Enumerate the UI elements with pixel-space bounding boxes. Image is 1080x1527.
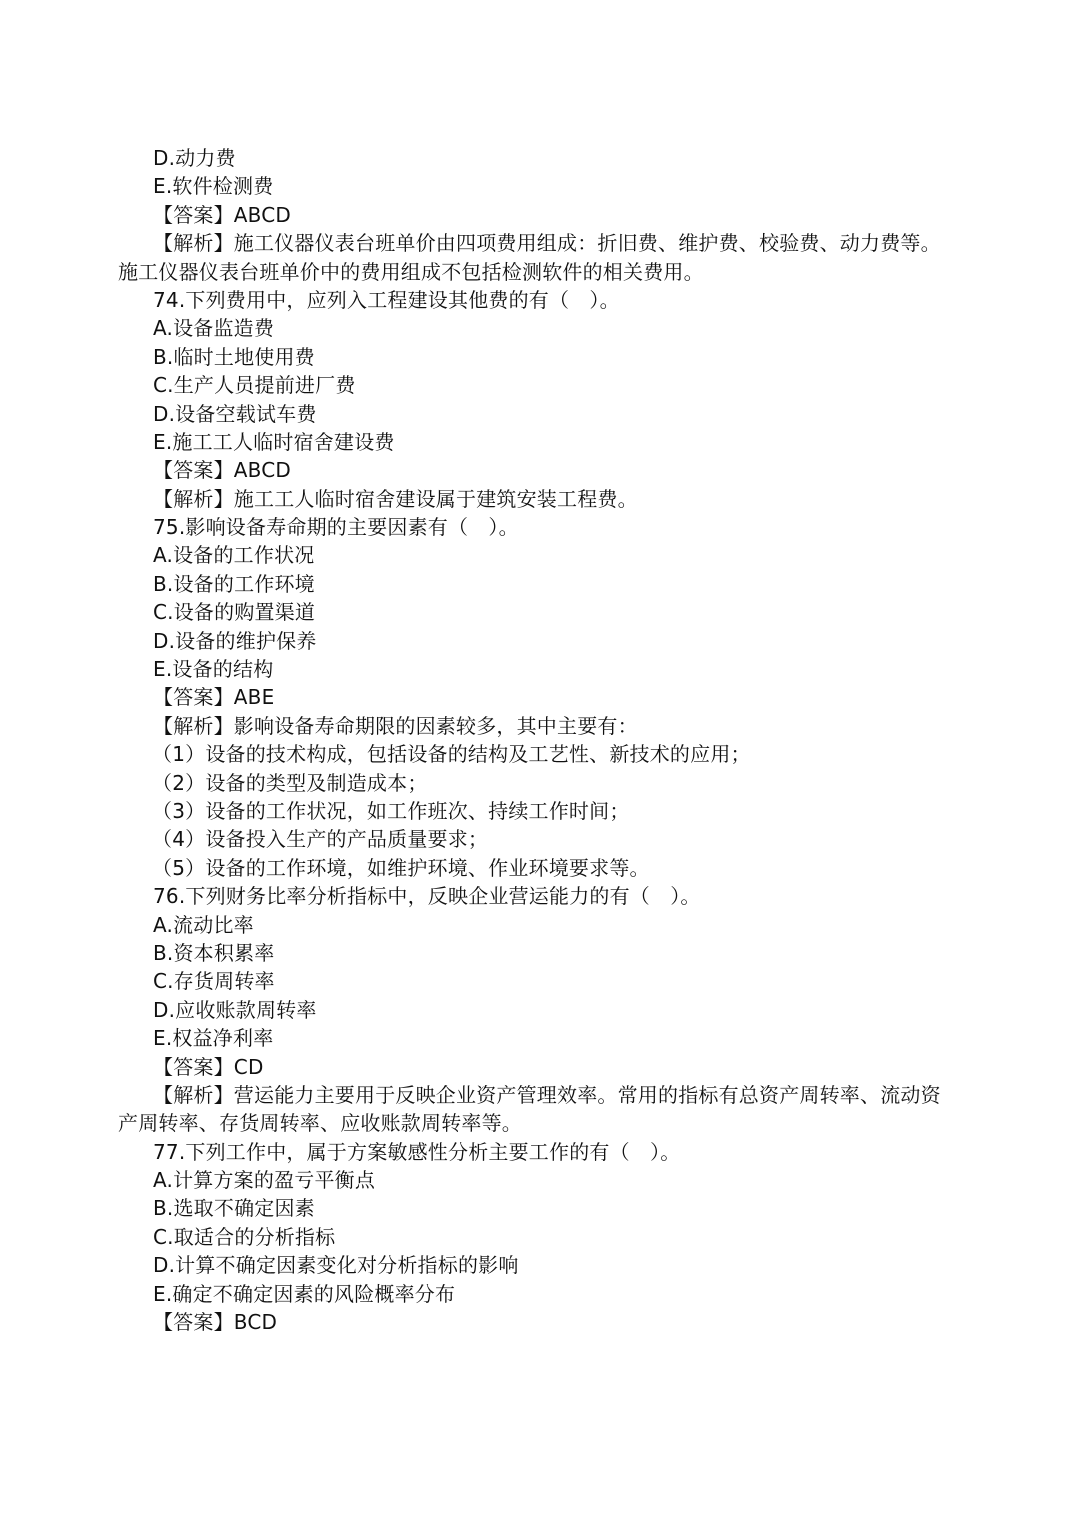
text-line: B.选取不确定因素 xyxy=(153,1196,315,1221)
text-line: C.生产人员提前进厂费 xyxy=(153,373,356,398)
text-line: 77.下列工作中，属于方案敏感性分析主要工作的有（ ）。 xyxy=(153,1139,681,1164)
text-line: D.动力费 xyxy=(153,146,236,170)
text-line: B.设备的工作环境 xyxy=(153,571,315,596)
text-line: （1）设备的技术构成，包括设备的结构及工艺性、新技术的应用； xyxy=(152,742,751,767)
text-line: A.设备监造费 xyxy=(153,316,275,341)
text-line: A.设备的工作状况 xyxy=(153,543,315,568)
text-line: D.计算不确定因素变化对分析指标的影响 xyxy=(153,1253,519,1278)
text-line: 75.影响设备寿命期的主要因素有（ ）。 xyxy=(153,515,519,540)
text-line: 【答案】ABCD xyxy=(153,202,292,227)
text-line: 【答案】CD xyxy=(153,1054,264,1079)
text-line: E.施工工人临时宿舍建设费 xyxy=(153,429,395,454)
text-line: 74.下列费用中，应列入工程建设其他费的有（ ）。 xyxy=(153,287,620,312)
text-line: 【解析】施工工人临时宿舍建设属于建筑安装工程费。 xyxy=(153,486,638,511)
text-line: （2）设备的类型及制造成本； xyxy=(152,770,428,795)
text-line: D.应收账款周转率 xyxy=(153,997,317,1022)
document-page xyxy=(0,144,1080,1336)
text-line: C.存货周转率 xyxy=(153,969,275,994)
text-line: 【解析】施工仪器仪表台班单价由四项费用组成：折旧费、维护费、校验费、动力费等。 xyxy=(153,231,941,256)
text-line: 【答案】ABCD xyxy=(153,458,292,483)
text-line: 【答案】ABE xyxy=(153,685,275,710)
text-line: C.设备的购置渠道 xyxy=(153,600,316,625)
text-line: 【答案】BCD xyxy=(153,1310,278,1335)
text-line: D.设备空载试车费 xyxy=(153,401,317,426)
text-line: 产周转率、存货周转率、应收账款周转率等。 xyxy=(118,1111,522,1136)
text-line: 76.下列财务比率分析指标中，反映企业营运能力的有（ ）。 xyxy=(153,884,701,909)
text-line: B.资本积累率 xyxy=(153,940,275,965)
text-line: A.计算方案的盈亏平衡点 xyxy=(153,1168,376,1193)
text-line: E.确定不确定因素的风险概率分布 xyxy=(153,1281,456,1306)
text-line: E.设备的结构 xyxy=(153,657,274,682)
text-line: （4）设备投入生产的产品质量要求； xyxy=(152,827,489,852)
text-line: A.流动比率 xyxy=(153,912,254,937)
text-line: 施工仪器仪表台班单价中的费用组成不包括检测软件的相关费用。 xyxy=(118,259,704,284)
text-line: B.临时土地使用费 xyxy=(153,344,315,369)
text-line: 【解析】影响设备寿命期限的因素较多，其中主要有： xyxy=(153,713,638,738)
text-line: E.权益净利率 xyxy=(153,1026,274,1051)
text-line: C.取适合的分析指标 xyxy=(153,1224,336,1249)
text-line: （5）设备的工作环境，如维护环境、作业环境要求等。 xyxy=(152,855,650,880)
text-line: D.设备的维护保养 xyxy=(153,628,317,653)
text-line: （3）设备的工作状况，如工作班次、持续工作时间； xyxy=(152,798,630,823)
text-line: 【解析】营运能力主要用于反映企业资产管理效率。常用的指标有总资产周转率、流动资 xyxy=(153,1082,941,1107)
text-line: E.软件检测费 xyxy=(153,174,274,199)
